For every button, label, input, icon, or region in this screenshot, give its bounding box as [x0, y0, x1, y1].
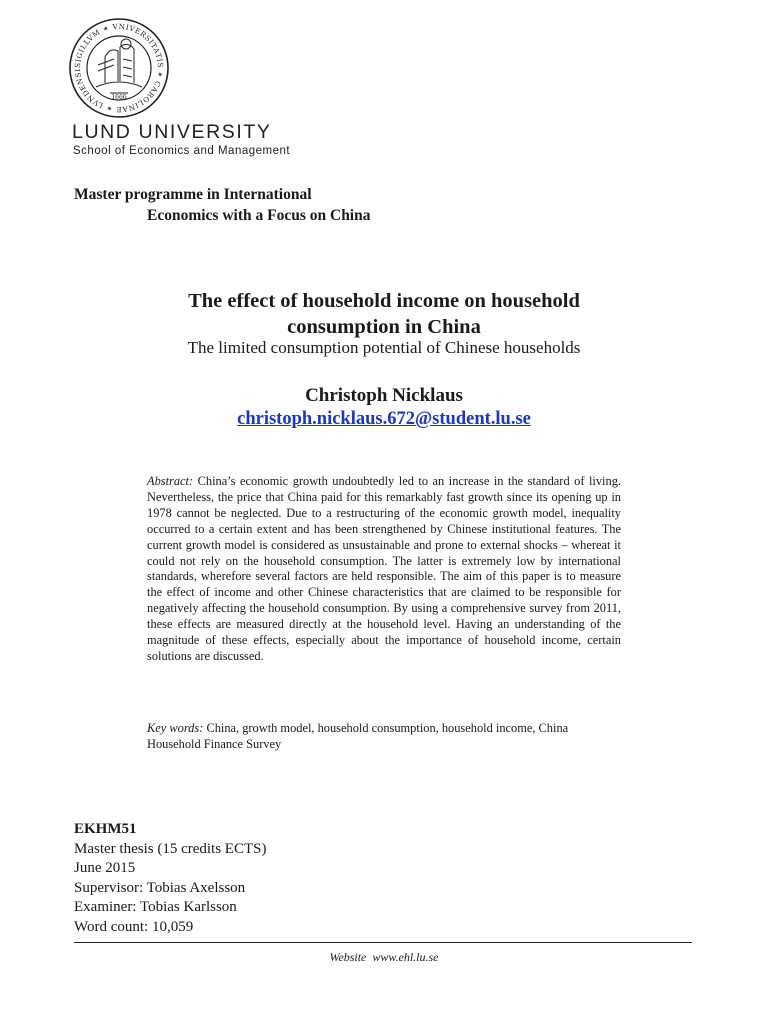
course-code: EKHM51 [74, 821, 137, 837]
title-line-2: consumption in China [287, 316, 481, 338]
abstract-text: China’s economic growth undoubtedly led to an increase in the standard of living. Nevertheless, the price that China paid for this remarkably fast growth since its opening up in 1978 cannot be neglected. Due to a restructuring of the economic growth model, inequality occurred to a certain extent and has been strengthened by Chinese institutional features. The current growth model is considered as unsustainable and prone to external shocks – whereat it could not rely on the household consumption. The latter is extremely low by international standards, wherefore several factors are held responsible. The aim of this paper is to measure the effect of income and other Chinese characteristics that are claimed to be responsible for negatively affecting the household consumption. By using a comprehensive survey from 2011, these effects are measured directly at the household level. Having an understanding of the magnitude of these effects, especially about the importance of household income, certain solutions are discussed. [147, 474, 621, 663]
keywords [147, 721, 621, 753]
programme-line-2: Economics with a Focus on China [147, 207, 371, 224]
title-line-1: The effect of household income on household [188, 290, 580, 312]
word-count: Word count: 10,059 [74, 918, 194, 935]
thesis-type: Master thesis (15 credits ECTS) [74, 840, 267, 857]
abstract [147, 474, 621, 665]
svg-text:SIGILLVM ✶ VNIVERSITATIS ✶ CAR: SIGILLVM ✶ VNIVERSITATIS ✶ CAROLINAE ✶ LVNDENSI [72, 21, 166, 115]
keywords-label: Key words: [147, 721, 204, 735]
footer [0, 950, 768, 965]
footer-divider [74, 942, 692, 943]
author-email-link[interactable]: christoph.nicklaus.672@student.lu.se [237, 409, 531, 429]
author-name: Christoph Nicklaus [305, 385, 463, 406]
keywords-text: China, growth model, household consumption, household income, China Household Finance Survey [147, 721, 569, 751]
university-name: LUND UNIVERSITY [72, 121, 272, 143]
website-link[interactable]: www.ehl.lu.se [372, 950, 439, 964]
abstract-label: Abstract: [147, 474, 194, 488]
svg-text:1666: 1666 [111, 94, 127, 101]
school-name: School of Economics and Management [73, 145, 291, 157]
thesis-info [74, 820, 266, 937]
examiner: Examiner: Tobias Karlsson [74, 899, 237, 915]
programme-line-1: Master programme in International [74, 186, 312, 203]
thesis-subtitle: The limited consumption potential of Chinese households [187, 338, 581, 357]
thesis-title [0, 288, 768, 340]
university-seal-icon [68, 17, 170, 119]
footer-label: Website [329, 950, 367, 964]
supervisor: Supervisor: Tobias Axelsson [74, 879, 246, 896]
thesis-date: June 2015 [74, 860, 136, 876]
